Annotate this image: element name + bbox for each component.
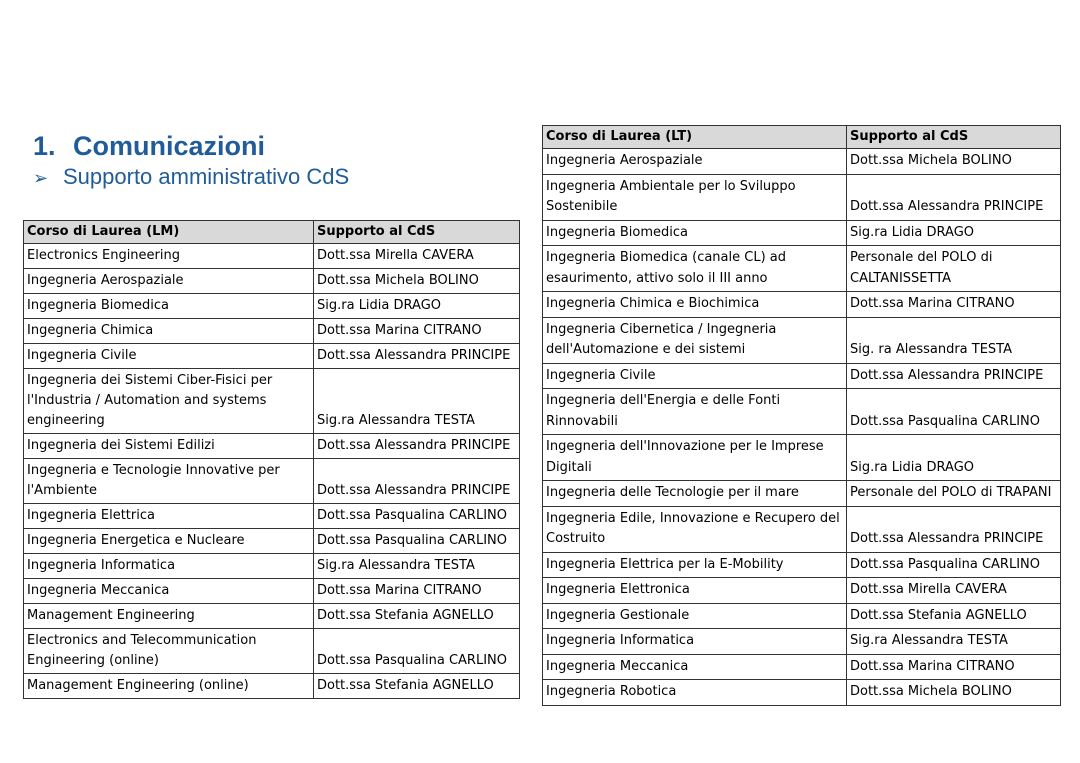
support-name-line: Dott.ssa Stefania AGNELLO bbox=[317, 678, 494, 693]
support-cell bbox=[847, 481, 1061, 507]
support-cell bbox=[847, 389, 1061, 435]
support-cell bbox=[314, 434, 520, 459]
table-row bbox=[24, 674, 520, 699]
subtitle-text: Supporto amministrativo CdS bbox=[63, 164, 350, 189]
table-row bbox=[24, 554, 520, 579]
support-name-line: Sig.ra Alessandra TESTA bbox=[317, 558, 475, 573]
course-cell bbox=[24, 674, 314, 699]
course-cell bbox=[24, 554, 314, 579]
table-lt-body bbox=[543, 149, 1061, 706]
table-row bbox=[543, 578, 1061, 604]
course-name-line: Ingegneria Aerospaziale bbox=[546, 153, 703, 168]
course-cell bbox=[24, 269, 314, 294]
course-name-line: Engineering (online) bbox=[27, 653, 159, 668]
support-cell bbox=[314, 629, 520, 674]
course-name-line: Ingegneria Ambientale per lo Sviluppo bbox=[546, 178, 796, 194]
support-name-line: Dott.ssa Michela BOLINO bbox=[317, 273, 479, 288]
support-cell bbox=[847, 292, 1061, 318]
course-name-line: Rinnovabili bbox=[546, 413, 618, 429]
support-cell bbox=[847, 552, 1061, 578]
course-cell bbox=[543, 435, 847, 481]
table-row bbox=[543, 292, 1061, 318]
support-name-line: Dott.ssa Alessandra PRINCIPE bbox=[850, 531, 1044, 546]
course-name-line: Ingegneria dei Sistemi Edilizi bbox=[27, 438, 215, 453]
table-row bbox=[543, 680, 1061, 706]
table-row bbox=[543, 552, 1061, 578]
support-name-line: Dott.ssa Marina CITRANO bbox=[317, 583, 482, 598]
course-cell bbox=[24, 459, 314, 504]
table-row bbox=[543, 603, 1061, 629]
support-name-line: Dott.ssa Michela BOLINO bbox=[850, 684, 1012, 699]
column-header-course: Corso di Laurea (LT) bbox=[543, 126, 847, 149]
course-name-line: Ingegneria Informatica bbox=[27, 558, 176, 573]
table-row bbox=[543, 629, 1061, 655]
course-cell bbox=[24, 344, 314, 369]
table-row bbox=[24, 244, 520, 269]
support-name-line: Dott.ssa Marina CITRANO bbox=[317, 323, 482, 338]
course-cell bbox=[543, 629, 847, 655]
course-cell bbox=[24, 369, 314, 434]
course-cell bbox=[543, 220, 847, 246]
course-cell bbox=[543, 552, 847, 578]
column-header-support: Supporto al CdS bbox=[847, 126, 1061, 149]
table-row bbox=[24, 434, 520, 459]
support-cell bbox=[847, 174, 1061, 220]
support-cell bbox=[314, 579, 520, 604]
course-name-line: Ingegneria Chimica bbox=[27, 323, 154, 338]
table-row bbox=[24, 459, 520, 504]
course-cell bbox=[543, 174, 847, 220]
table-row bbox=[24, 604, 520, 629]
support-name-line: CALTANISSETTA bbox=[850, 270, 952, 286]
support-cell bbox=[314, 529, 520, 554]
table-row bbox=[543, 149, 1061, 175]
section-title: Comunicazioni bbox=[73, 131, 266, 161]
support-name-line: Dott.ssa Marina CITRANO bbox=[850, 296, 1015, 311]
support-cell bbox=[847, 654, 1061, 680]
support-cell bbox=[314, 604, 520, 629]
course-name-line: Ingegneria Gestionale bbox=[546, 607, 690, 623]
table-lm-body bbox=[24, 244, 520, 699]
support-cell bbox=[847, 317, 1061, 363]
course-cell bbox=[543, 292, 847, 318]
support-cell bbox=[847, 220, 1061, 246]
table-row bbox=[543, 363, 1061, 389]
table-row bbox=[543, 174, 1061, 220]
support-name-line: Sig.ra Alessandra TESTA bbox=[317, 413, 475, 428]
course-name-line: Ingegneria Meccanica bbox=[546, 658, 689, 674]
support-name-line: Dott.ssa Alessandra PRINCIPE bbox=[317, 438, 511, 453]
course-name-line: Ingegneria Elettrica bbox=[27, 508, 155, 523]
support-name-line: Dott.ssa Pasqualina CARLINO bbox=[317, 653, 507, 668]
table-row bbox=[24, 269, 520, 294]
support-cell bbox=[314, 504, 520, 529]
support-name-line: Dott.ssa Pasqualina CARLINO bbox=[317, 533, 507, 548]
course-cell bbox=[543, 506, 847, 552]
course-cell bbox=[24, 629, 314, 674]
course-name-line: Ingegneria Robotica bbox=[546, 684, 677, 699]
column-header-support: Supporto al CdS bbox=[314, 221, 520, 244]
table-lt bbox=[542, 125, 1061, 706]
course-name-line: l'Ambiente bbox=[27, 483, 97, 498]
support-name-line: Personale del POLO di bbox=[850, 250, 993, 265]
page-title bbox=[33, 130, 265, 162]
course-name-line: Ingegneria Biomedica (canale CL) ad bbox=[546, 250, 786, 265]
table-row bbox=[24, 319, 520, 344]
support-name-line: Dott.ssa Pasqualina CARLINO bbox=[317, 508, 507, 523]
support-name-line: Dott.ssa Michela BOLINO bbox=[850, 153, 1012, 168]
table-header-row bbox=[543, 126, 1061, 149]
course-cell bbox=[543, 481, 847, 507]
table-row bbox=[24, 369, 520, 434]
course-name-line: Ingegneria Aerospaziale bbox=[27, 273, 184, 288]
course-cell bbox=[543, 246, 847, 292]
support-name-line: Sig.ra Lidia DRAGO bbox=[317, 298, 441, 313]
course-cell bbox=[543, 603, 847, 629]
support-cell bbox=[314, 369, 520, 434]
support-cell bbox=[847, 363, 1061, 389]
table-row bbox=[543, 435, 1061, 481]
support-cell bbox=[314, 319, 520, 344]
course-name-line: Electronics Engineering bbox=[27, 248, 180, 263]
course-cell bbox=[24, 434, 314, 459]
course-name-line: Ingegneria dell'Energia e delle Fonti bbox=[546, 393, 781, 408]
support-cell bbox=[314, 554, 520, 579]
table-row bbox=[543, 506, 1061, 552]
course-name-line: Ingegneria Biomedica bbox=[27, 298, 169, 313]
support-name-line: Dott.ssa Alessandra PRINCIPE bbox=[850, 367, 1044, 383]
table-row bbox=[543, 317, 1061, 363]
course-cell bbox=[24, 244, 314, 269]
course-name-line: Ingegneria Civile bbox=[27, 348, 137, 363]
table-row bbox=[24, 344, 520, 369]
table-row bbox=[543, 654, 1061, 680]
support-name-line: Dott.ssa Mirella CAVERA bbox=[850, 582, 1007, 597]
support-name-line: Sig.ra Lidia DRAGO bbox=[850, 459, 974, 475]
support-cell bbox=[847, 149, 1061, 175]
table-row bbox=[543, 220, 1061, 246]
support-cell bbox=[847, 246, 1061, 292]
support-name-line: Sig.ra Lidia DRAGO bbox=[850, 224, 974, 240]
support-cell bbox=[847, 629, 1061, 655]
section-number: 1. bbox=[33, 131, 56, 161]
support-name-line: Dott.ssa Stefania AGNELLO bbox=[850, 607, 1027, 623]
support-cell bbox=[314, 344, 520, 369]
course-cell bbox=[24, 579, 314, 604]
table-row bbox=[24, 629, 520, 674]
course-name-line: Digitali bbox=[546, 459, 592, 475]
course-cell bbox=[24, 319, 314, 344]
course-cell bbox=[543, 389, 847, 435]
course-cell bbox=[543, 578, 847, 604]
course-name-line: engineering bbox=[27, 413, 105, 428]
support-cell bbox=[314, 244, 520, 269]
support-cell bbox=[314, 269, 520, 294]
course-cell bbox=[543, 680, 847, 706]
table-lm bbox=[23, 220, 520, 699]
course-cell bbox=[24, 604, 314, 629]
subtitle bbox=[33, 163, 349, 192]
support-name-line: Sig.ra Alessandra TESTA bbox=[850, 633, 1008, 648]
course-cell bbox=[543, 317, 847, 363]
column-header-course: Corso di Laurea (LM) bbox=[24, 221, 314, 244]
course-name-line: esaurimento, attivo solo il III anno bbox=[546, 270, 768, 286]
support-name-line: Dott.ssa Marina CITRANO bbox=[850, 658, 1015, 674]
support-name-line: Sig. ra Alessandra TESTA bbox=[850, 342, 1013, 357]
support-cell bbox=[314, 459, 520, 504]
course-name-line: Electronics and Telecommunication bbox=[27, 633, 257, 648]
course-name-line: Ingegneria Biomedica bbox=[546, 224, 688, 240]
support-name-line: Dott.ssa Mirella CAVERA bbox=[317, 248, 474, 263]
course-name-line: Ingegneria Elettrica per la E-Mobility bbox=[546, 556, 784, 572]
table-row bbox=[24, 579, 520, 604]
course-name-line: Ingegneria Cibernetica / Ingegneria bbox=[546, 321, 777, 337]
support-name-line: Dott.ssa Stefania AGNELLO bbox=[317, 608, 494, 623]
course-name-line: Ingegneria dei Sistemi Ciber-Fisici per bbox=[27, 373, 273, 388]
course-cell bbox=[543, 363, 847, 389]
course-name-line: Ingegneria Energetica e Nucleare bbox=[27, 533, 245, 548]
support-name-line: Dott.ssa Alessandra PRINCIPE bbox=[850, 199, 1044, 214]
table-row bbox=[24, 504, 520, 529]
support-cell bbox=[314, 674, 520, 699]
course-name-line: Management Engineering (online) bbox=[27, 678, 249, 693]
course-cell bbox=[24, 504, 314, 529]
course-name-line: Ingegneria Meccanica bbox=[27, 583, 170, 598]
table-row bbox=[543, 246, 1061, 292]
course-name-line: Ingegneria Elettronica bbox=[546, 582, 690, 597]
course-name-line: Ingegneria Informatica bbox=[546, 633, 695, 648]
course-name-line: Sostenibile bbox=[546, 199, 618, 214]
support-cell bbox=[847, 578, 1061, 604]
course-name-line: Ingegneria Chimica e Biochimica bbox=[546, 296, 760, 311]
table-row bbox=[24, 529, 520, 554]
support-name-line: Personale del POLO di TRAPANI bbox=[850, 485, 1052, 500]
course-name-line: Ingegneria delle Tecnologie per il mare bbox=[546, 485, 799, 500]
course-cell bbox=[24, 529, 314, 554]
table-row bbox=[543, 389, 1061, 435]
course-name-line: Ingegneria e Tecnologie Innovative per bbox=[27, 463, 280, 478]
course-cell bbox=[24, 294, 314, 319]
support-name-line: Dott.ssa Alessandra PRINCIPE bbox=[317, 348, 511, 363]
course-name-line: Ingegneria Edile, Innovazione e Recupero del bbox=[546, 510, 840, 526]
course-cell bbox=[543, 654, 847, 680]
support-cell bbox=[847, 435, 1061, 481]
table-header-row bbox=[24, 221, 520, 244]
course-name-line: Ingegneria Civile bbox=[546, 367, 656, 383]
course-name-line: Costruito bbox=[546, 531, 606, 546]
arrow-bullet-icon: ➢ bbox=[33, 168, 49, 188]
course-cell bbox=[543, 149, 847, 175]
support-cell bbox=[847, 603, 1061, 629]
support-cell bbox=[847, 506, 1061, 552]
course-name-line: l'Industria / Automation and systems bbox=[27, 393, 267, 408]
support-cell bbox=[847, 680, 1061, 706]
table-row bbox=[24, 294, 520, 319]
table-row bbox=[543, 481, 1061, 507]
support-cell bbox=[314, 294, 520, 319]
course-name-line: Ingegneria dell'Innovazione per le Imprese bbox=[546, 439, 824, 454]
course-name-line: Management Engineering bbox=[27, 608, 195, 623]
course-name-line: dell'Automazione e dei sistemi bbox=[546, 342, 746, 357]
support-name-line: Dott.ssa Pasqualina CARLINO bbox=[850, 556, 1040, 572]
support-name-line: Dott.ssa Alessandra PRINCIPE bbox=[317, 483, 511, 498]
support-name-line: Dott.ssa Pasqualina CARLINO bbox=[850, 413, 1040, 429]
